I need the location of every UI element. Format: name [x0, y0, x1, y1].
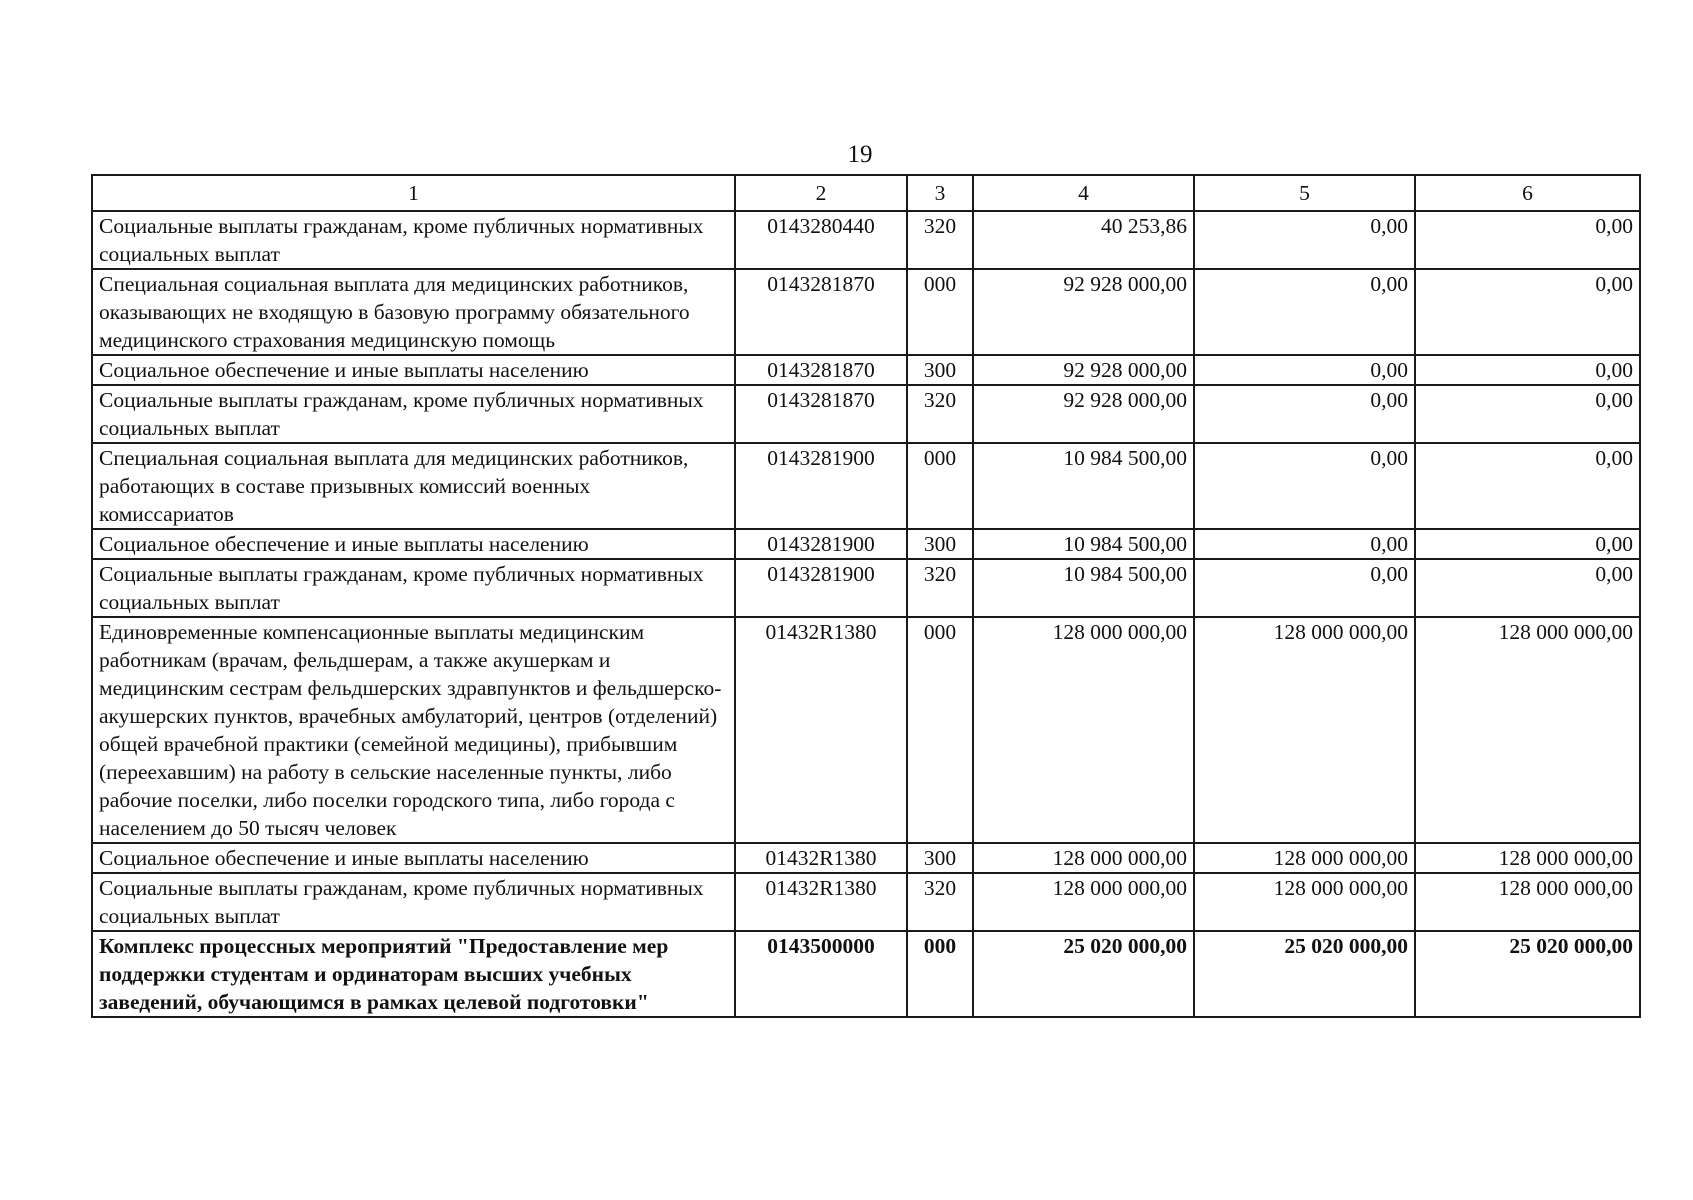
amount-col5-cell: 128 000 000,00 — [1194, 617, 1415, 843]
amount-col5-cell: 0,00 — [1194, 385, 1415, 443]
name-cell: Социальные выплаты гражданам, кроме публичных нормативных социальных выплат — [92, 385, 735, 443]
budget-table — [91, 174, 1641, 1018]
name-cell: Социальное обеспечение и иные выплаты населению — [92, 355, 735, 385]
name-cell: Специальная социальная выплата для медицинских работников, работающих в составе призывных комиссий военных комиссариатов — [92, 443, 735, 529]
name-cell: Специальная социальная выплата для медицинских работников, оказывающих не входящую в базовую программу обязательного медицинского страхования медицинскую помощь — [92, 269, 735, 355]
target-code-cell: 0143280440 — [735, 211, 907, 269]
amount-col4-cell: 92 928 000,00 — [973, 269, 1194, 355]
table-row — [92, 355, 1640, 385]
target-code-cell: 01432R1380 — [735, 873, 907, 931]
amount-col4-cell: 92 928 000,00 — [973, 385, 1194, 443]
target-code-cell: 0143281900 — [735, 559, 907, 617]
target-code-cell: 0143500000 — [735, 931, 907, 1017]
header-row — [92, 175, 1640, 211]
column-header: 1 — [92, 175, 735, 211]
amount-col4-cell: 128 000 000,00 — [973, 843, 1194, 873]
amount-col4-cell: 10 984 500,00 — [973, 559, 1194, 617]
expense-type-cell: 300 — [907, 355, 973, 385]
expense-type-cell: 320 — [907, 873, 973, 931]
amount-col6-cell: 128 000 000,00 — [1415, 873, 1640, 931]
expense-type-cell: 320 — [907, 559, 973, 617]
amount-col5-cell: 0,00 — [1194, 269, 1415, 355]
amount-col6-cell: 0,00 — [1415, 443, 1640, 529]
column-header: 6 — [1415, 175, 1640, 211]
expense-type-cell: 000 — [907, 617, 973, 843]
amount-col5-cell: 25 020 000,00 — [1194, 931, 1415, 1017]
name-cell: Социальные выплаты гражданам, кроме публичных нормативных социальных выплат — [92, 211, 735, 269]
amount-col4-cell: 128 000 000,00 — [973, 873, 1194, 931]
name-cell: Социальные выплаты гражданам, кроме публичных нормативных социальных выплат — [92, 873, 735, 931]
amount-col4-cell: 40 253,86 — [973, 211, 1194, 269]
page-number: 19 — [847, 141, 873, 168]
expense-type-cell: 300 — [907, 843, 973, 873]
expense-type-cell: 320 — [907, 385, 973, 443]
amount-col5-cell: 0,00 — [1194, 355, 1415, 385]
amount-col6-cell: 0,00 — [1415, 559, 1640, 617]
amount-col5-cell: 0,00 — [1194, 211, 1415, 269]
amount-col6-cell: 128 000 000,00 — [1415, 843, 1640, 873]
amount-col6-cell: 0,00 — [1415, 211, 1640, 269]
amount-col6-cell: 0,00 — [1415, 269, 1640, 355]
amount-col4-cell: 92 928 000,00 — [973, 355, 1194, 385]
amount-col4-cell: 10 984 500,00 — [973, 529, 1194, 559]
target-code-cell: 01432R1380 — [735, 617, 907, 843]
amount-col6-cell: 0,00 — [1415, 355, 1640, 385]
target-code-cell: 0143281870 — [735, 385, 907, 443]
column-header: 3 — [907, 175, 973, 211]
target-code-cell: 01432R1380 — [735, 843, 907, 873]
column-header: 5 — [1194, 175, 1415, 211]
column-header: 4 — [973, 175, 1194, 211]
name-cell: Единовременные компенсационные выплаты медицинским работникам (врачам, фельдшерам, а также акушеркам и медицинским сестрам фельдшерских здравпунктов и фельдшерско-акушерских пунктов, врачебных амбулаторий, центров (отделений) общей врачебной практики (семейной медицины), прибывшим (переехавшим) на работу в сельские населенные пункты, либо рабочие поселки, либо поселки городского типа, либо города с населением до 50 тысяч человек — [92, 617, 735, 843]
amount-col6-cell: 0,00 — [1415, 385, 1640, 443]
table-row — [92, 931, 1640, 1017]
table-row — [92, 443, 1640, 529]
amount-col6-cell: 25 020 000,00 — [1415, 931, 1640, 1017]
name-cell: Социальное обеспечение и иные выплаты населению — [92, 843, 735, 873]
table-row — [92, 211, 1640, 269]
amount-col6-cell: 128 000 000,00 — [1415, 617, 1640, 843]
table-row — [92, 617, 1640, 843]
amount-col5-cell: 128 000 000,00 — [1194, 843, 1415, 873]
expense-type-cell: 000 — [907, 443, 973, 529]
amount-col5-cell: 0,00 — [1194, 529, 1415, 559]
amount-col6-cell: 0,00 — [1415, 529, 1640, 559]
expense-type-cell: 320 — [907, 211, 973, 269]
name-cell: Социальное обеспечение и иные выплаты населению — [92, 529, 735, 559]
target-code-cell: 0143281870 — [735, 355, 907, 385]
name-cell: Социальные выплаты гражданам, кроме публичных нормативных социальных выплат — [92, 559, 735, 617]
expense-type-cell: 300 — [907, 529, 973, 559]
table-row — [92, 873, 1640, 931]
amount-col5-cell: 0,00 — [1194, 443, 1415, 529]
table-row — [92, 269, 1640, 355]
amount-col4-cell: 10 984 500,00 — [973, 443, 1194, 529]
expense-type-cell: 000 — [907, 931, 973, 1017]
target-code-cell: 0143281900 — [735, 443, 907, 529]
target-code-cell: 0143281900 — [735, 529, 907, 559]
amount-col5-cell: 128 000 000,00 — [1194, 873, 1415, 931]
table-row — [92, 385, 1640, 443]
amount-col4-cell: 128 000 000,00 — [973, 617, 1194, 843]
column-header: 2 — [735, 175, 907, 211]
amount-col5-cell: 0,00 — [1194, 559, 1415, 617]
table-row — [92, 529, 1640, 559]
table-row — [92, 559, 1640, 617]
table-row — [92, 843, 1640, 873]
expense-type-cell: 000 — [907, 269, 973, 355]
target-code-cell: 0143281870 — [735, 269, 907, 355]
amount-col4-cell: 25 020 000,00 — [973, 931, 1194, 1017]
name-cell: Комплекс процессных мероприятий "Предоставление мер поддержки студентам и ординаторам высших учебных заведений, обучающимся в рамках целевой подготовки" — [92, 931, 735, 1017]
